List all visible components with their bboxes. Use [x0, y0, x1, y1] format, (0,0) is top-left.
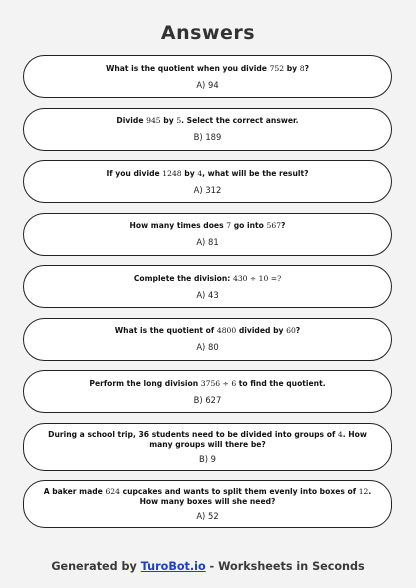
question-text	[38, 487, 377, 507]
answer-card	[23, 160, 392, 203]
question-text	[106, 64, 309, 74]
question-fragment: During a school trip, 36 students need to be divided into groups of	[48, 429, 338, 439]
question-fragment: , what will be the result?	[202, 168, 309, 178]
question-fragment: divided by	[236, 326, 287, 335]
question-text	[116, 116, 298, 126]
math-expression: 4	[337, 429, 343, 439]
answer-card	[23, 265, 392, 308]
footer-prefix: Generated by	[51, 560, 141, 573]
question-fragment: ?	[295, 326, 301, 335]
question-fragment: to find the quotient.	[236, 378, 326, 388]
question-text	[130, 221, 286, 231]
math-expression: 12	[358, 487, 369, 496]
question-fragment: A baker made	[43, 487, 106, 496]
math-expression: 3756 ÷ 6	[200, 378, 237, 388]
math-expression: 8	[299, 63, 305, 73]
question-fragment: by	[160, 116, 177, 125]
question-fragment: How many times does	[129, 221, 227, 230]
page-title: Answers	[160, 22, 256, 44]
answer-text: A) 81	[196, 237, 219, 247]
question-fragment: go into	[231, 221, 267, 230]
math-expression: 60	[286, 326, 296, 335]
question-fragment: Perform the long division	[89, 378, 201, 388]
footer-suffix: - Worksheets in Seconds	[205, 560, 365, 573]
math-expression: 4800	[216, 326, 237, 335]
answer-text: A) 43	[196, 289, 219, 300]
answer-list	[23, 55, 392, 538]
math-expression: 624	[105, 487, 120, 496]
question-fragment: by	[181, 168, 198, 178]
math-expression: 752	[269, 63, 285, 73]
question-fragment: . How many boxes will she need?	[139, 487, 372, 506]
question-fragment: . Select the correct answer.	[181, 116, 299, 125]
question-fragment: . How many groups will there be?	[149, 429, 367, 449]
question-fragment: Divide	[116, 116, 147, 125]
answer-text: B) 9	[198, 453, 216, 464]
brand-link[interactable]: TuroBot.io	[140, 560, 206, 573]
question-text	[115, 326, 300, 336]
question-fragment: If you divide	[106, 168, 163, 178]
question-text	[134, 274, 281, 284]
answer-text: A) 52	[196, 511, 219, 521]
answer-text: A) 312	[193, 184, 222, 195]
answer-card	[23, 423, 392, 471]
math-expression: 7	[226, 221, 232, 230]
math-expression: 430 ÷ 10 =?	[232, 273, 282, 283]
question-fragment: Complete the division:	[133, 273, 233, 283]
footer	[0, 560, 416, 573]
answer-text: A) 80	[196, 342, 219, 352]
question-fragment: What is the quotient when you divide	[106, 63, 270, 73]
math-expression: 945	[146, 116, 161, 125]
math-expression: 1248	[162, 168, 182, 178]
question-fragment: ?	[281, 221, 286, 230]
answer-card	[23, 108, 392, 151]
answer-text: B) 627	[193, 394, 222, 405]
question-fragment: cupcakes and wants to split them evenly into boxes of	[119, 487, 359, 496]
answer-card	[23, 480, 392, 528]
answer-card	[23, 213, 392, 256]
question-text	[106, 169, 308, 179]
answer-card	[23, 318, 392, 361]
question-fragment: by	[284, 63, 300, 73]
math-expression: 4	[197, 168, 203, 178]
question-fragment: What is the quotient of	[114, 326, 217, 335]
question-text	[89, 379, 325, 389]
answer-card	[23, 55, 392, 98]
question-text	[38, 430, 377, 450]
math-expression: 567	[266, 221, 282, 230]
answer-card	[23, 370, 392, 413]
answer-text: B) 189	[193, 132, 222, 142]
answer-text: A) 94	[196, 79, 219, 90]
question-fragment: ?	[304, 63, 309, 73]
math-expression: 5	[176, 116, 182, 125]
